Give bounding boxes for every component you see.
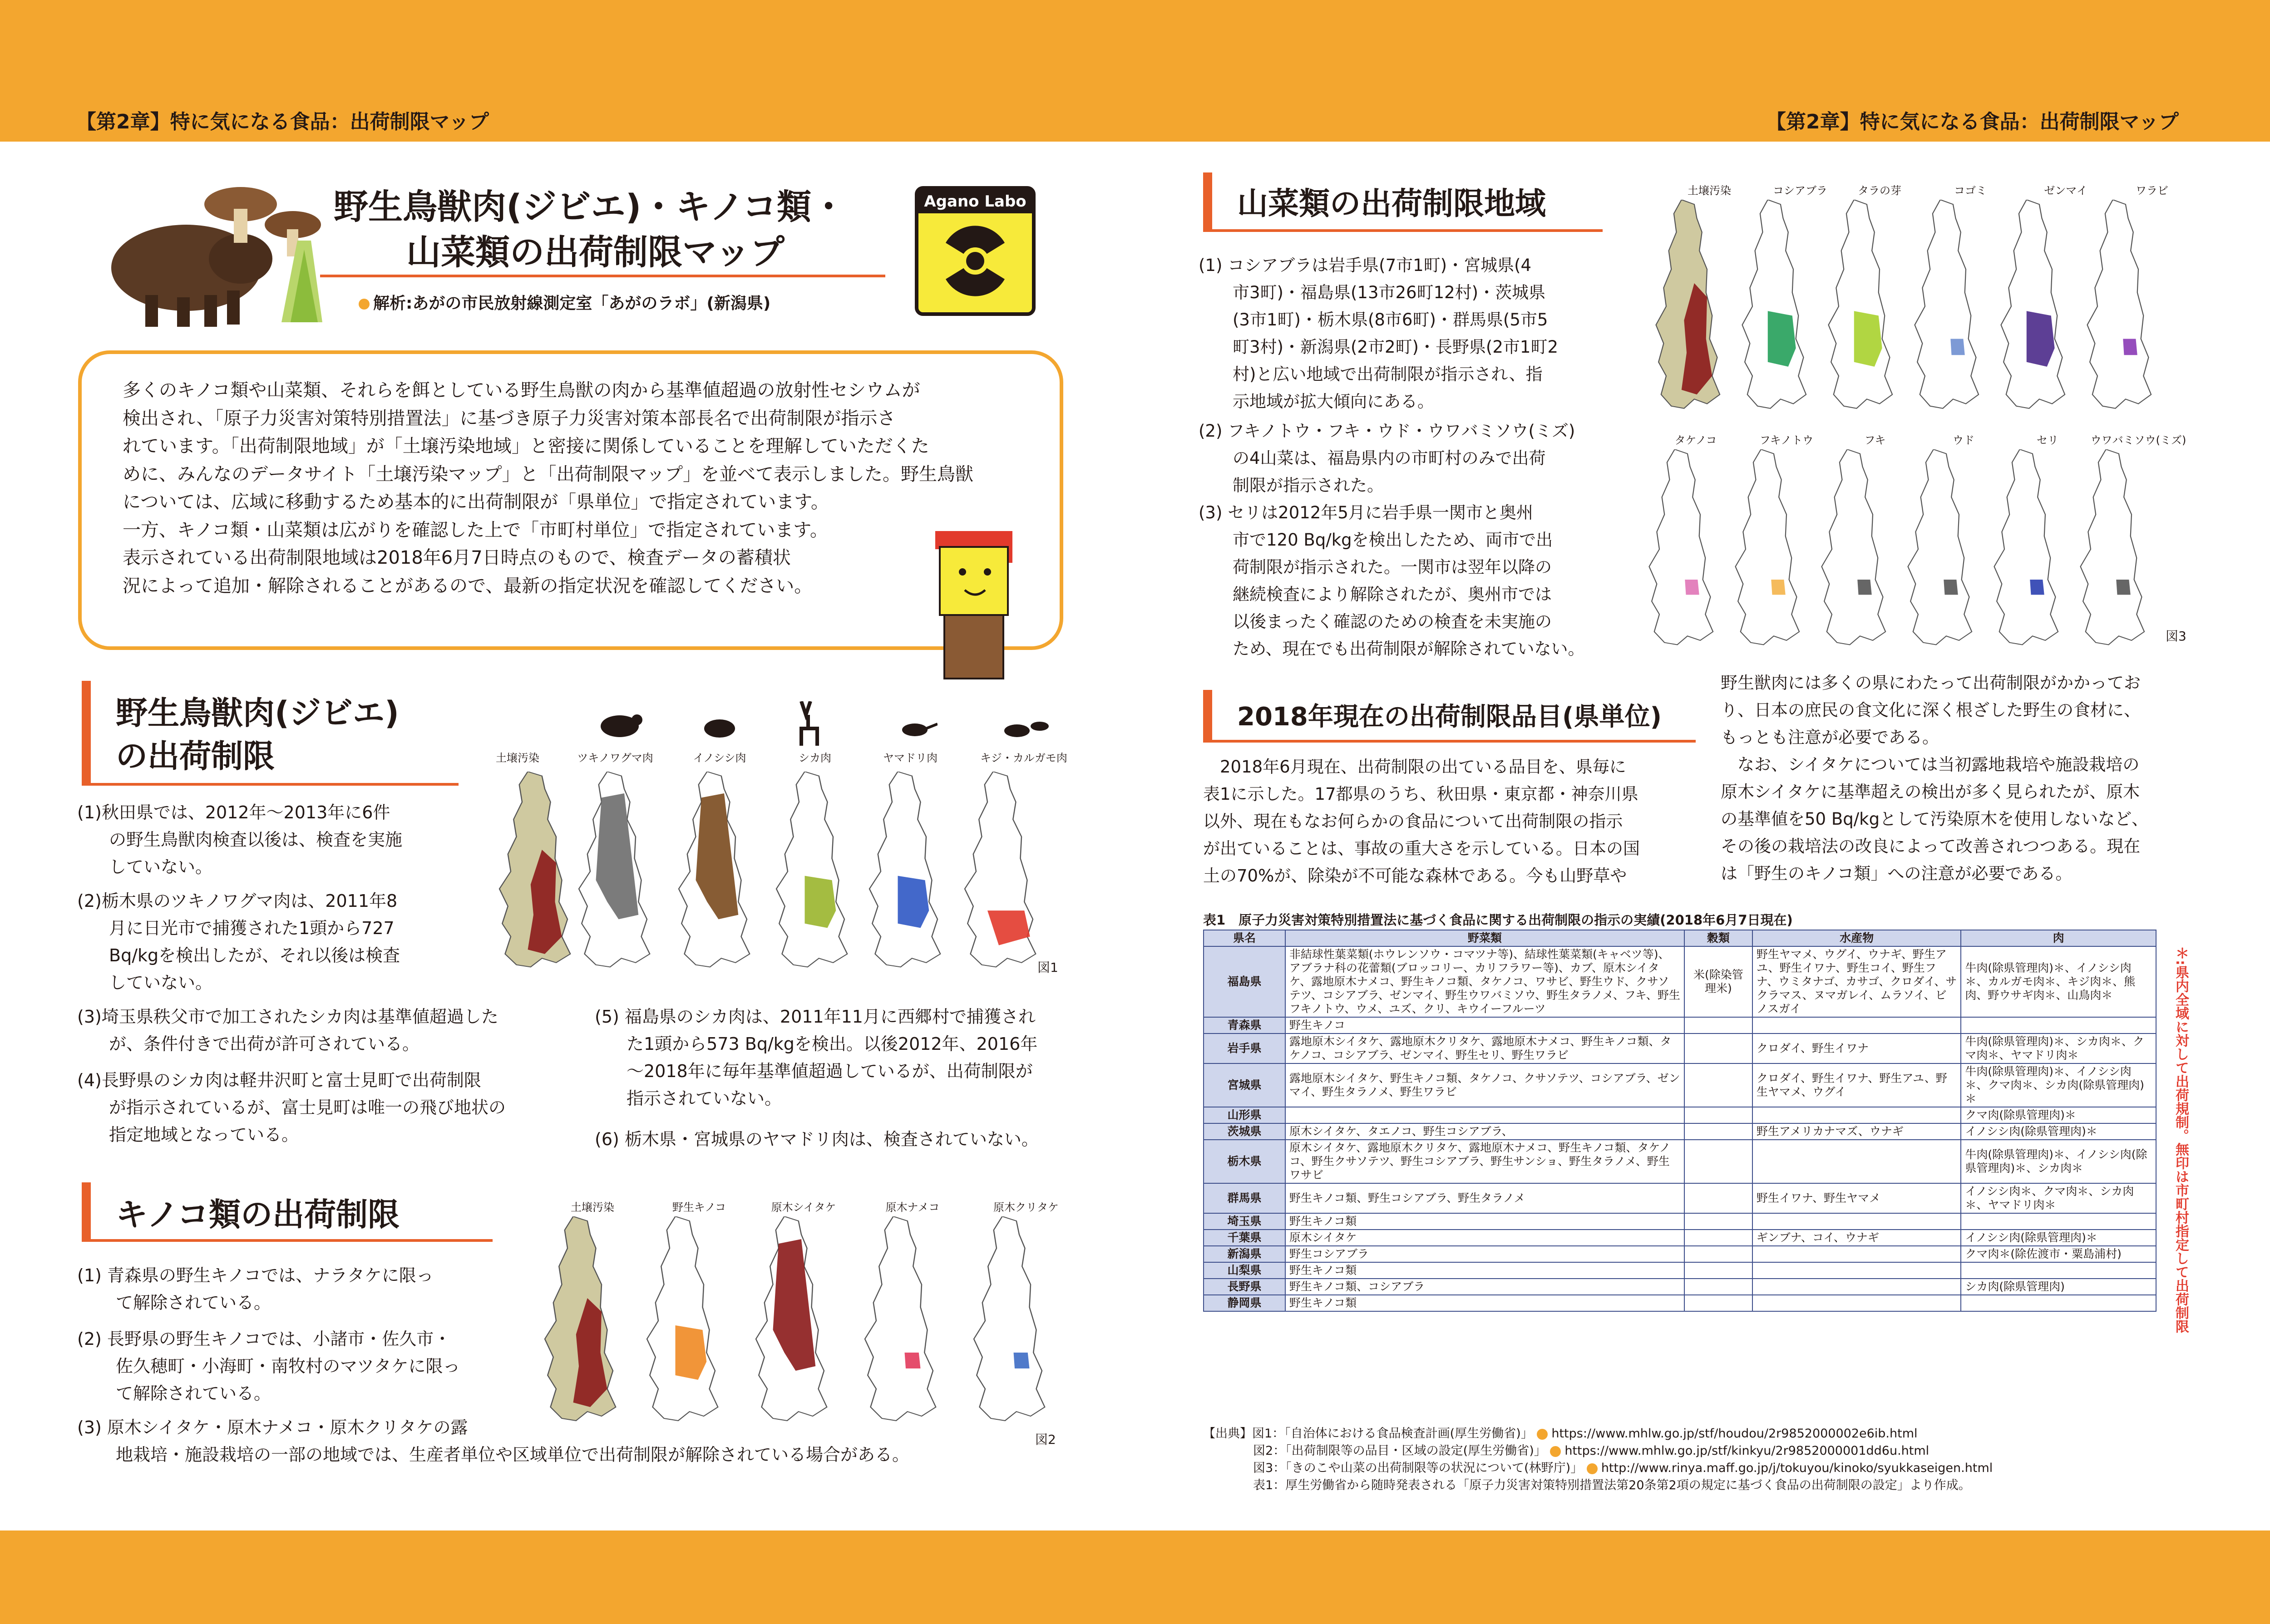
kinoko-map <box>533 1216 624 1425</box>
source-text: 図1：「自治体における食品検査計画(厚生労働省)」 <box>1252 1427 1533 1441</box>
map-label: シカ肉 <box>799 752 831 764</box>
region-outline <box>2087 200 2152 408</box>
item-line: (6) 栃木県・宮城県のヤマドリ肉は、検査されていない。 <box>595 1129 1039 1149</box>
intro-line: 表示されている出荷制限地域は2018年6月7日時点のもので、検査データの蓄積状 <box>123 547 791 568</box>
table-side-note: ＊:県内全域に対して出荷規制。無印は市町村指定して出荷制限 <box>2173 946 2189 1333</box>
duck-icon <box>1001 715 1051 740</box>
cell-seafood <box>1752 1262 1961 1279</box>
source-text: 表1：厚生労働省から随時発表される「原子力災害対策特別措置法第20条第2項の規定に基づく食品の出荷制限の設定」より作成。 <box>1253 1478 1971 1492</box>
region-outline <box>1822 449 1886 645</box>
cell-grains <box>1684 1033 1752 1063</box>
boar-icon <box>701 715 738 740</box>
table-row <box>1204 1123 2156 1140</box>
gibier-map <box>765 772 856 971</box>
cell-meat: 牛肉(除県管理肉)＊、イノシシ肉＊、クマ肉＊、シカ肉(除県管理肉)＊ <box>1961 1063 2156 1107</box>
sources <box>1203 1425 2202 1494</box>
gibier-map <box>488 772 579 971</box>
table-row <box>1204 1246 2156 1262</box>
text-line: 2018年6月現在、出荷制限の出ている品目を、県毎に <box>1203 757 1626 777</box>
gibier-map <box>667 772 758 971</box>
restricted-area <box>905 1353 921 1368</box>
cell-meat: 牛肉(除県管理肉)＊、イノシシ肉(除県管理肉)＊、シカ肉＊ <box>1961 1140 2156 1183</box>
item-line: (3) 原木シイタケ・原木ナメコ・原木クリタケの露 <box>77 1417 468 1437</box>
text-line: の基準値を50 Bq/kgとして汚染原木を使用しないなど、 <box>1721 809 2149 829</box>
cell-meat <box>1961 1295 2156 1311</box>
section-underline <box>82 783 459 786</box>
intro-text <box>123 377 1022 600</box>
item-line: (3市1町)・栃木県(8市6町)・群馬県(5市5 <box>1233 310 1548 330</box>
item-line: (3) セリは2012年5月に岩手県一関市と奥州 <box>1199 503 1533 522</box>
text-line: 土の70%が、除染が不可能な森林である。今も山野草や <box>1203 866 1627 886</box>
table-body <box>1204 946 2156 1311</box>
cell-grains <box>1684 1213 1752 1230</box>
cell-meat: シカ肉(除県管理肉) <box>1961 1279 2156 1295</box>
map-label: 野生キノコ <box>672 1201 726 1214</box>
cell-seafood: 野生イワナ、野生ヤマメ <box>1752 1183 1961 1213</box>
section-bar <box>1203 172 1212 231</box>
item-line: (2)栃木県のツキノワグマ肉は、2011年8 <box>77 891 398 911</box>
item-line: が、条件付きで出荷が許可されている。 <box>109 1034 420 1054</box>
item-line: 地栽培・施設栽培の一部の地域では、生産者単位や区域単位で出荷制限が解除されている場合がある。 <box>116 1445 910 1465</box>
cell-seafood <box>1752 1140 1961 1183</box>
cell-grains <box>1684 1246 1752 1262</box>
cell-meat: 牛肉(除県管理肉)＊、シカ肉＊、クマ肉＊、ヤマドリ肉＊ <box>1961 1033 2156 1063</box>
region-outline <box>2081 449 2145 645</box>
item-line: 制限が指示された。 <box>1233 476 1384 495</box>
restricted-area <box>1685 580 1699 595</box>
intro-line: 況によって追加・解除されることがあるので、最新の指定状況を確認してください。 <box>123 575 813 596</box>
cell-meat: イノシシ肉(除県管理肉)＊ <box>1961 1123 2156 1140</box>
item-line: 指示されていない。 <box>627 1088 782 1108</box>
cell-meat: イノシシ肉(除県管理肉)＊ <box>1961 1230 2156 1246</box>
region-outline <box>974 1216 1045 1421</box>
table-row <box>1204 1213 2156 1230</box>
cell-meat: クマ肉＊(除佐渡市・粟島浦村) <box>1961 1246 2156 1262</box>
table-row <box>1204 1183 2156 1213</box>
cell-seafood: クロダイ、野生イワナ <box>1752 1033 1961 1063</box>
cell-vegetables: 露地原木シイタケ、露地原木クリタケ、露地原木ナメコ、野生キノコ類、タケノコ、コシアブラ、ゼンマイ、野生セリ、野生ワラビ <box>1285 1033 1684 1063</box>
cell-grains <box>1684 1063 1752 1107</box>
map-label: セリ <box>2037 434 2058 447</box>
table-row <box>1204 1295 2156 1311</box>
sansai-map <box>1811 449 1893 649</box>
item-line: (2) 長野県の野生キノコでは、小諸市・佐久市・ <box>77 1329 451 1349</box>
cell-vegetables: 非結球性葉菜類(ホウレンソウ・コマツナ等)、結球性葉菜類(キャベツ等)、アブラナ科の花蕾類(ブロッコリー、カリフラワー等)、カブ、原木シイタケ、露地原木ナメコ、野生キノコ類、タケノコ、ワサビ、野生ウド、クサソテツ、コシアブラ、ゼンマイ、野生ウワバミソウ、野生タラノメ、フキ、野生フキノトウ、ウメ、ユズ、クリ、キウイーフルーツ <box>1285 946 1684 1017</box>
item-line: していない。 <box>109 973 213 993</box>
table-row <box>1204 1262 2156 1279</box>
item-line: の4山菜は、福島県内の市町村のみで出荷 <box>1233 448 1546 468</box>
item-line: て解除されている。 <box>116 1293 271 1313</box>
link-dot <box>1587 1463 1598 1474</box>
table-row <box>1204 1230 2156 1246</box>
sansai-item-3 <box>1199 499 1607 663</box>
map-label: 土壌汚染 <box>1688 184 1731 197</box>
figure-label: 図1 <box>1037 960 1058 975</box>
cell-grains <box>1684 1279 1752 1295</box>
gibier-map <box>568 772 658 971</box>
header-meat: 肉 <box>1961 930 2156 946</box>
sansai-map <box>1898 449 1979 649</box>
item-line: 以後まったく確認のための検査を未実施の <box>1233 612 1552 631</box>
title-underline <box>320 275 885 277</box>
text-line: 表1に示した。17都県のうち、秋田県・東京都・神奈川県 <box>1203 784 1638 804</box>
cell-seafood <box>1752 1279 1961 1295</box>
sansai-map <box>1639 449 1721 649</box>
item-line: 継続検査により解除されたが、奥州市では <box>1233 585 1552 604</box>
table-row <box>1204 1017 2156 1033</box>
region-outline <box>1649 449 1713 645</box>
header-pref: 県名 <box>1204 930 1285 946</box>
table-row <box>1204 1033 2156 1063</box>
cell-grains <box>1684 1140 1752 1183</box>
map-label: ヤマドリ肉 <box>883 752 938 764</box>
region-outline <box>1915 200 1979 408</box>
restricted-area <box>2030 580 2044 595</box>
cell-pref: 新潟県 <box>1204 1246 1285 1262</box>
cell-meat <box>1961 1262 2156 1279</box>
item-line: 佐久穂町・小海町・南牧村のマツタケに限っ <box>116 1356 460 1376</box>
intro-line: めに、みんなのデータサイト「土壌汚染マップ」と「出荷制限マップ」を並べて表示しました。野生鳥獣 <box>123 463 973 485</box>
map-label: 土壌汚染 <box>571 1201 614 1214</box>
cell-vegetables: 野生コシアブラ <box>1285 1246 1684 1262</box>
region-outline <box>1994 449 2058 645</box>
region-outline <box>865 1216 936 1421</box>
cell-seafood <box>1752 1213 1961 1230</box>
cell-pref: 宮城県 <box>1204 1063 1285 1107</box>
item-line: ～2018年に毎年基準値超過しているが、出荷制限が <box>627 1061 1033 1081</box>
restricted-area <box>1854 311 1882 367</box>
item-line: 荷制限が指示された。一関市は翌年以降の <box>1233 557 1552 577</box>
region-outline <box>1742 200 1806 408</box>
bullet-dot <box>359 299 370 310</box>
cell-meat: イノシシ肉＊、クマ肉＊、シカ肉＊、ヤマドリ肉＊ <box>1961 1183 2156 1213</box>
cell-pref: 山形県 <box>1204 1107 1285 1123</box>
item-line: 村)と広い地域で出荷制限が指示され、指 <box>1233 364 1543 384</box>
gibier-item-1 <box>77 799 468 881</box>
restricted-area <box>1950 339 1965 355</box>
intro-line: 一方、キノコ類・山菜類は広がりを確認した上で「市町村単位」で指定されています。 <box>123 519 828 541</box>
kinoko-map <box>854 1216 944 1425</box>
gibier-map <box>953 772 1044 971</box>
cell-vegetables: 野生キノコ類、野生コシアブラ、野生タラノメ <box>1285 1183 1684 1213</box>
logo-text: Agano Labo <box>918 190 1032 213</box>
cell-vegetables: 野生キノコ <box>1285 1017 1684 1033</box>
item-line: (3)埼玉県秩父市で加工されたシカ肉は基準値超過した <box>77 1007 498 1027</box>
item-line: Bq/kgを検出したが、それ以後は検査 <box>109 945 400 965</box>
bottom-band <box>0 1530 2270 1624</box>
map-label: ゼンマイ <box>2044 184 2087 197</box>
cell-grains <box>1684 1230 1752 1246</box>
source-text: 図2：「出荷制限等の品目・区域の設定(厚生労働省)」 <box>1253 1444 1546 1458</box>
cell-pref: 静岡県 <box>1204 1295 1285 1311</box>
region-outline <box>1736 449 1800 645</box>
sansai-map <box>2070 449 2152 649</box>
cell-seafood: 野生アメリカナマズ、ウナギ <box>1752 1123 1961 1140</box>
item-line: (4)長野県のシカ肉は軽井沢町と富士見町で出荷制限 <box>77 1070 481 1090</box>
map-label: キジ・カルガモ肉 <box>980 752 1067 764</box>
cell-seafood <box>1752 1246 1961 1262</box>
map-label: 原木シイタケ <box>771 1201 836 1214</box>
text-line: 原木シイタケに基準超えの検出が多く見られたが、原木 <box>1721 782 2140 802</box>
analysis-credit <box>359 290 770 314</box>
text-line: 野生獣肉には多くの県にわたって出荷制限がかかってお <box>1721 673 2141 693</box>
region-outline <box>647 1216 718 1421</box>
table-header-row <box>1204 930 2156 946</box>
cell-grains <box>1684 1123 1752 1140</box>
kinoko-map <box>636 1216 726 1425</box>
table-caption: 表1 原子力災害対策特別措置法に基づく食品に関する出荷制限の指示の実績(2018年6月7日現在) <box>1203 912 1793 928</box>
cell-pref: 栃木県 <box>1204 1140 1285 1183</box>
gibier-item-3 <box>77 1003 622 1058</box>
kinoko-map <box>962 1216 1053 1425</box>
restricted-area <box>2123 339 2137 355</box>
table-row <box>1204 1107 2156 1123</box>
header-grains: 穀類 <box>1684 930 1752 946</box>
sansai-map <box>1984 449 2066 649</box>
cell-meat: クマ肉(除県管理肉)＊ <box>1961 1107 2156 1123</box>
kinoko-map <box>745 1216 835 1425</box>
cell-pref: 埼玉県 <box>1204 1213 1285 1230</box>
bear-icon <box>597 708 642 740</box>
source-line-4 <box>1203 1477 2202 1494</box>
agano-labo-logo <box>915 186 1036 316</box>
cell-grains <box>1684 1262 1752 1279</box>
main-title-line2: 山菜類の出荷制限マップ <box>406 232 785 272</box>
source-url[interactable]: https://www.mhlw.go.jp/stf/kinkyu/2r9852000001dd6u.html <box>1564 1444 1930 1458</box>
source-text: 図3：「きのこや山菜の出荷制限等の状況について(林野庁)」 <box>1253 1461 1583 1475</box>
item-line: が指示されているが、富士見町は唯一の飛び地状の <box>109 1097 506 1117</box>
cell-meat <box>1961 1017 2156 1033</box>
table-row <box>1204 946 2156 1017</box>
map-label: コシアブラ <box>1773 184 1827 197</box>
cell-seafood: クロダイ、野生イワナ、野生アユ、野生ヤマメ、ウグイ <box>1752 1063 1961 1107</box>
items2018-title: 2018年現在の出荷制限品目(県単位) <box>1237 702 1662 732</box>
link-dot <box>1550 1446 1561 1457</box>
item-line: (1)秋田県では、2012年～2013年に6件 <box>77 802 390 822</box>
cell-grains <box>1684 1017 1752 1033</box>
map-label: 土壌汚染 <box>496 752 539 764</box>
kinoko-item-1 <box>77 1262 486 1316</box>
item-line: していない。 <box>109 857 213 877</box>
text-line: その後の栽培法の改良によって改善されつつある。現在 <box>1721 837 2141 856</box>
boar-mushroom-illustration <box>91 172 331 331</box>
header-vegetables: 野菜類 <box>1285 930 1684 946</box>
cell-pref: 山梨県 <box>1204 1262 1285 1279</box>
restricted-area <box>2027 311 2055 367</box>
gibier-map <box>858 772 949 971</box>
kinoko-item-2 <box>77 1325 486 1407</box>
intro-line: れています。「出荷制限地域」が「土壌汚染地域」と密接に関係していることを理解していただくた <box>123 436 929 457</box>
cell-vegetables: 野生キノコ類 <box>1285 1295 1684 1311</box>
cell-vegetables <box>1285 1107 1684 1123</box>
sansai-map <box>1991 200 2073 413</box>
cell-pref: 茨城県 <box>1204 1123 1285 1140</box>
header-left: 【第2章】特に気になる食品：出荷制限マップ <box>76 110 489 133</box>
cell-seafood <box>1752 1107 1961 1123</box>
item-line: 月に日光市で捕獲された1頭から727 <box>109 918 395 938</box>
gibier-title-line1: 野生鳥獣肉(ジビエ) <box>116 694 399 732</box>
map-label: フキノトウ <box>1759 434 1814 447</box>
section-bar <box>1203 690 1212 742</box>
cell-pref: 福島県 <box>1204 946 1285 1017</box>
section-underline <box>82 1239 493 1242</box>
item-line: て解除されている。 <box>116 1383 271 1403</box>
table-row <box>1204 1279 2156 1295</box>
restricted-area <box>1771 580 1786 595</box>
map-label: ウド <box>1953 434 1974 447</box>
map-label: イノシシ肉 <box>693 752 746 764</box>
restricted-area <box>676 1325 707 1380</box>
sansai-item-2 <box>1199 418 1607 499</box>
sansai-map <box>1725 449 1807 649</box>
header-right: 【第2章】特に気になる食品：出荷制限マップ <box>1766 110 2179 133</box>
source-line-1 <box>1203 1425 2202 1442</box>
sansai-item-1 <box>1199 252 1607 415</box>
sansai-map <box>1818 200 1900 413</box>
cell-seafood: ギンブナ、コイ、ウナギ <box>1752 1230 1961 1246</box>
item-line: (1) コシアブラは岩手県(7市1町)・宮城県(4 <box>1199 256 1532 275</box>
item-line: (1) 青森県の野生キノコでは、ナラタケに限っ <box>77 1265 434 1285</box>
sansai-map <box>2077 200 2159 413</box>
analysis-text: 解析:あがの市民放射線測定室「あがのラボ」(新潟県) <box>373 294 771 313</box>
restricted-area <box>2116 580 2131 595</box>
cell-meat: 牛肉(除県管理肉)＊、イノシシ肉＊、カルガモ肉＊、キジ肉＊、熊肉、野ウサギ肉＊、山鳥肉＊ <box>1961 946 2156 1017</box>
figure-label: 図2 <box>1035 1432 1056 1447</box>
map-label: ワラビ <box>2136 184 2168 197</box>
header-seafood: 水産物 <box>1752 930 1961 946</box>
cell-vegetables: 露地原木シイタケ、野生キノコ類、タケノコ、クサソテツ、コシアブラ、ゼンマイ、野生タラノメ、野生ワラビ <box>1285 1063 1684 1107</box>
text-line: が出ていることは、事故の重大さを示している。日本の国 <box>1203 839 1640 858</box>
item-line: の野生鳥獣肉検査以後は、検査を実施 <box>109 830 403 850</box>
cell-pref: 長野県 <box>1204 1279 1285 1295</box>
items2018-right-text <box>1721 669 2220 887</box>
cell-grains <box>1684 1183 1752 1213</box>
cell-pref: 青森県 <box>1204 1017 1285 1033</box>
pheasant-icon <box>897 717 938 740</box>
text-line: なお、シイタケについては当初露地栽培や施設栽培の <box>1721 755 2140 774</box>
sansai-map <box>1905 200 1986 413</box>
gibier-item-5 <box>595 1003 1094 1112</box>
cell-vegetables: 野生キノコ類、コシアブラ <box>1285 1279 1684 1295</box>
intro-line: 多くのキノコ類や山菜類、それらを餌としている野生鳥獣の肉から基準値超過の放射性セシウムが <box>123 380 920 401</box>
region-outline <box>1908 449 1972 645</box>
map-label: コゴミ <box>1954 184 1987 197</box>
section-bar <box>82 1182 91 1241</box>
text-line: 以外、現在もなお何らかの食品について出荷制限の指示 <box>1203 812 1623 831</box>
radiation-icon <box>918 213 1032 309</box>
gibier-item-4 <box>77 1067 622 1148</box>
sansai-map <box>1646 200 1727 413</box>
text-line: は「野生のキノコ類」への注意が必要である。 <box>1721 864 2073 883</box>
cell-grains <box>1684 1295 1752 1311</box>
item-line: 指定地域となっている。 <box>109 1125 299 1145</box>
kinoko-title: キノコ類の出荷制限 <box>116 1196 400 1233</box>
cell-vegetables: 野生キノコ類 <box>1285 1213 1684 1230</box>
item-line: (2) フキノトウ・フキ・ウド・ウワバミソウ(ミズ) <box>1199 421 1575 441</box>
cell-seafood: 野生ヤマメ、ウグイ、ウナギ、野生アユ、野生イワナ、野生コイ、野生フナ、ウミタナゴ、カサゴ、クロダイ、サクラマス、ヌマガレイ、ムラソイ、ビノスガイ <box>1752 946 1961 1017</box>
item-line: (5) 福島県のシカ肉は、2011年11月に西郷村で捕獲され <box>595 1007 1036 1027</box>
figure-label: 図3 <box>2166 629 2186 644</box>
cell-pref: 千葉県 <box>1204 1230 1285 1246</box>
cell-grains: 米(除染管理米) <box>1684 946 1752 1017</box>
item-line: ため、現在でも出荷制限が解除されていない。 <box>1233 639 1585 659</box>
link-dot <box>1537 1429 1548 1440</box>
deer-icon <box>792 701 824 747</box>
items2018-left-text <box>1203 753 1680 890</box>
map-label: ツキノワグマ肉 <box>577 752 653 764</box>
item-line: 示地域が拡大傾向にある。 <box>1233 392 1434 411</box>
source-url[interactable]: http://www.rinya.maff.go.jp/j/tokuyou/kinoko/syukkaseigen.html <box>1601 1461 1993 1475</box>
map-label: 原木クリタケ <box>993 1201 1059 1214</box>
cell-vegetables: 原木シイタケ、露地原木クリタケ、露地原木ナメコ、野生キノコ類、タケノコ、野生クサソテツ、野生コシアブラ、野生サンショ、野生タラノメ、野生ワサビ <box>1285 1140 1684 1183</box>
table-row <box>1204 1063 2156 1107</box>
restriction-table <box>1203 930 2156 1312</box>
source-line-2 <box>1203 1442 2202 1460</box>
section-bar <box>82 681 91 785</box>
item-line: 市3町)・福島県(13市26町12村)・茨城県 <box>1233 283 1546 302</box>
cell-seafood <box>1752 1295 1961 1311</box>
restricted-area <box>1014 1353 1030 1368</box>
gibier-item-2 <box>77 887 468 996</box>
text-line: り、日本の庶民の食文化に深く根ざした野生の食材に、 <box>1721 700 2141 720</box>
gibier-item-6 <box>595 1126 1094 1153</box>
section-underline <box>1203 229 1603 232</box>
region-outline <box>869 772 940 967</box>
mascot-illustration <box>926 522 1026 685</box>
map-label: タラの芽 <box>1858 184 1901 197</box>
map-label: フキ <box>1864 434 1886 447</box>
cell-seafood <box>1752 1017 1961 1033</box>
cell-pref: 群馬県 <box>1204 1183 1285 1213</box>
map-label: タケノコ <box>1674 434 1717 447</box>
gibier-title-line2: の出荷制限 <box>116 738 275 775</box>
region-outline <box>776 772 847 967</box>
restricted-area <box>1857 580 1872 595</box>
region-outline <box>2001 200 2065 408</box>
cell-meat <box>1961 1213 2156 1230</box>
item-line: た1頭から573 Bq/kgを検出。以後2012年、2016年 <box>627 1034 1038 1054</box>
item-line: 市で120 Bq/kgを検出したため、両市で出 <box>1233 530 1553 550</box>
table-row <box>1204 1140 2156 1183</box>
text-line: もっとも注意が必要である。 <box>1721 728 1939 747</box>
sansai-map <box>1732 200 1814 413</box>
cell-vegetables: 原木シイタケ、タエノコ、野生コシアブラ、 <box>1285 1123 1684 1140</box>
cell-vegetables: 野生キノコ類 <box>1285 1262 1684 1279</box>
cell-grains <box>1684 1107 1752 1123</box>
restricted-area <box>1768 311 1796 367</box>
source-line-3 <box>1203 1460 2202 1477</box>
main-title-line1: 野生鳥獣肉(ジビエ)・キノコ類・ <box>334 187 846 227</box>
source-url[interactable]: https://www.mhlw.go.jp/stf/houdou/2r9852000002e6ib.html <box>1551 1427 1918 1441</box>
kinoko-item-3 <box>77 1414 1099 1468</box>
map-label: ウワバミソウ(ミズ) <box>2090 434 2186 447</box>
map-label: 原木ナメコ <box>885 1201 940 1214</box>
sansai-title: 山菜類の出荷制限地域 <box>1237 186 1546 222</box>
intro-line: 検出され、「原子力災害対策特別措置法」に基づき原子力災害対策本部長名で出荷制限が指示さ <box>123 408 896 429</box>
cell-vegetables: 原木シイタケ <box>1285 1230 1684 1246</box>
cell-pref: 岩手県 <box>1204 1033 1285 1063</box>
section-underline <box>1203 740 1696 743</box>
intro-line: については、広域に移動するため基本的に出荷制限が「県単位」で指定されています。 <box>123 492 829 512</box>
restricted-area <box>1944 580 1958 595</box>
item-line: 町3村)・新潟県(2市2町)・長野県(2市1町2 <box>1233 337 1558 357</box>
region-outline <box>1829 200 1893 408</box>
source-label: 【出典】 <box>1203 1427 1252 1441</box>
